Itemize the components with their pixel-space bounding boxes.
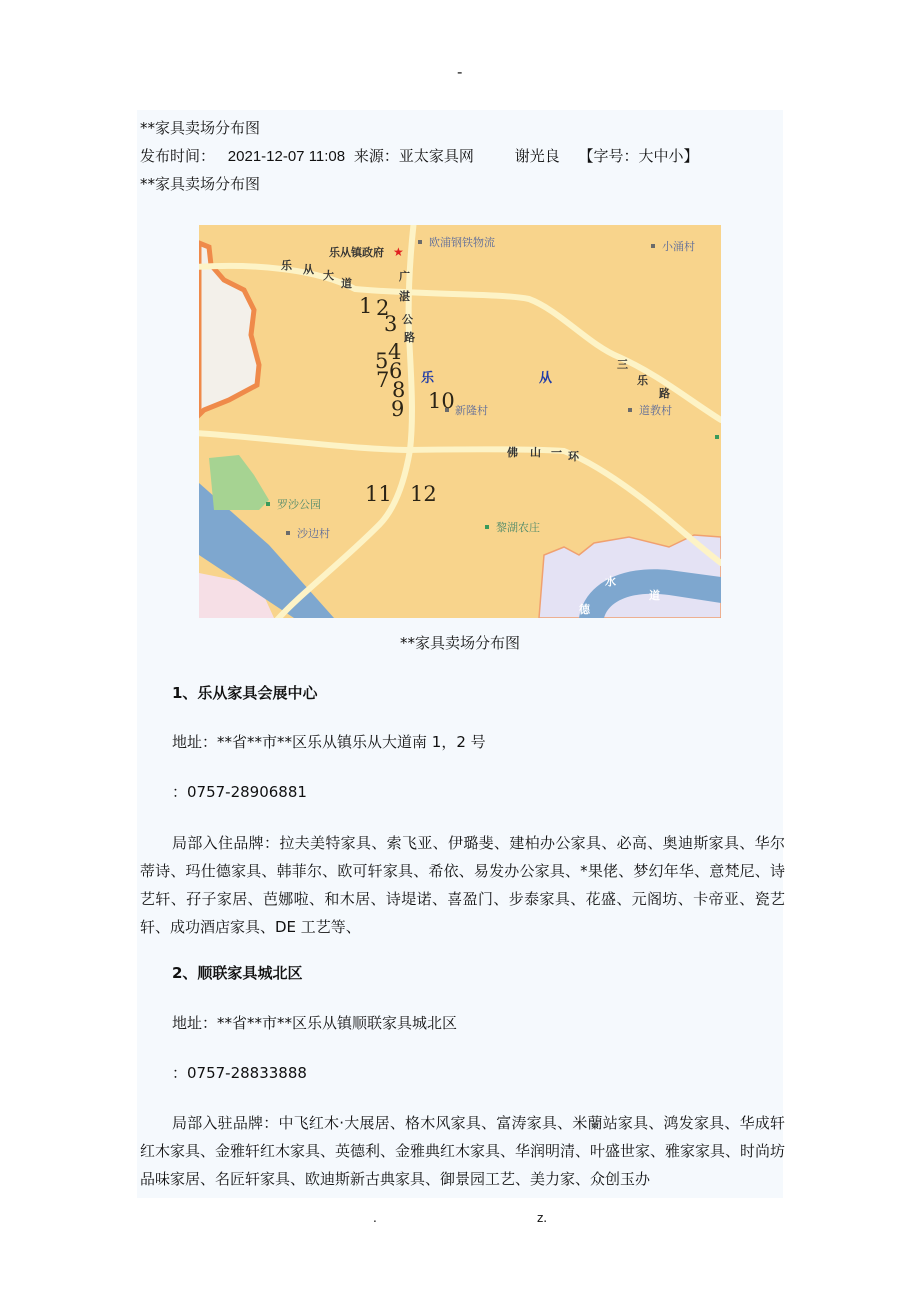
map-label-daojiao: 道教村 [639, 404, 672, 417]
section-heading: 1、乐从家具会展中心 [172, 684, 318, 702]
map-label-luosha-park: 罗沙公园 [277, 498, 321, 511]
map-caption: **家具卖场分布图 [399, 634, 520, 652]
author: 谢光良 [514, 147, 560, 165]
section-brands: 局部入住品牌：拉夫美特家具、索飞亚、伊璐斐、建柏办公家具、必高、奥迪斯家具、华尔蒂诗、玛仕德家具、韩菲尔、欧可轩家具、希依、易发办公家具、*果佬、梦幻年华、意梵尼、诗艺轩、孖子家居、芭娜啦、和木居、诗堤诺、喜盈门、步泰家具、花盛、元阁坊、卡帝亚、瓷艺轩、成功酒店家具、DE 工艺等、 [140, 834, 785, 936]
map-label-oupu: 欧浦钢铁物流 [429, 236, 495, 249]
page-header-mark: - [457, 63, 463, 81]
article-title: **家具卖场分布图 [140, 119, 261, 137]
map-label-sanle-road: 乐 [637, 374, 648, 387]
map-poi-dot [418, 240, 422, 244]
section-phone: ：0757-28906881 [172, 783, 307, 801]
furniture-market-map [199, 225, 721, 618]
map-label-guangzhan-road: 湛 [399, 290, 410, 303]
map-label-waterway: 道 [649, 589, 660, 602]
map-label-foshan-ring: 环 [568, 450, 579, 463]
map-label-guangzhan-road: 公 [402, 313, 413, 326]
map-poi-dot [485, 525, 489, 529]
map-label-town: 从 [539, 371, 553, 386]
map-marker-8: 8 [392, 378, 406, 402]
map-marker-2: 2 [376, 296, 390, 320]
section-address: 地址：**省**市**区乐从镇顺联家具城北区 [172, 1014, 458, 1032]
section-phone: ：0757-28833888 [172, 1064, 307, 1082]
star-icon: ★ [393, 245, 404, 259]
map-label-foshan-ring: 一 [551, 446, 562, 459]
font-size-control[interactable]: 【字号：大中小】 [578, 147, 699, 165]
map-label-waterway: 德 [579, 603, 590, 616]
map-label-lecong-road: 乐 [281, 259, 292, 272]
map-label-sanle-road: 路 [659, 387, 670, 400]
map-label-lihu: 黎湖农庄 [496, 521, 540, 534]
publish-label: 发布时间： [140, 147, 216, 165]
map-marker-5: 5 [375, 349, 389, 373]
map-label-town: 乐 [421, 371, 435, 386]
map-poi-dot [628, 408, 632, 412]
map-label-lecong-road: 从 [303, 263, 314, 276]
map-marker-6: 6 [389, 359, 403, 383]
map-label-foshan-ring: 佛 [507, 446, 518, 459]
article-subtitle: **家具卖场分布图 [140, 175, 261, 193]
map-marker-4: 4 [388, 340, 402, 364]
map-marker-7: 7 [376, 368, 390, 392]
article-meta [140, 146, 699, 167]
map-label-waterway: 水 [605, 575, 616, 588]
footer-right-mark: z. [537, 1211, 548, 1225]
map-label-xinlong: 新隆村 [455, 404, 488, 417]
map-label-shabian: 沙边村 [297, 527, 330, 540]
map-poi-dot [715, 435, 719, 439]
map-label-gov: 乐从镇政府 [329, 246, 384, 259]
map-marker-11: 11 [365, 482, 392, 506]
map-marker-1: 1 [359, 294, 373, 318]
map-label-xiaoyong: 小涌村 [662, 240, 695, 253]
footer-left-mark: . [373, 1211, 377, 1225]
map-label-lecong-road: 道 [341, 277, 352, 290]
map-marker-9: 9 [391, 397, 405, 421]
section-brands: 局部入驻品牌：中飞红木·大展居、格木风家具、富涛家具、米蘭站家具、鸿发家具、华成轩红木家具、金雅轩红木家具、英德利、金雅典红木家具、华润明清、叶盛世家、雅家家具、时尚坊品味家居、名匠轩家具、欧迪斯新古典家具、御景园工艺、美力家、众创玉办 [140, 1114, 785, 1188]
source: 来源：亚太家具网 [353, 147, 474, 165]
map-poi-dot [651, 244, 655, 248]
map-label-sanle-road: 三 [617, 358, 628, 371]
section-heading: 2、顺联家具城北区 [172, 964, 303, 982]
map-marker-10: 10 [428, 389, 455, 413]
map-label-guangzhan-road: 路 [404, 331, 415, 344]
map-marker-3: 3 [384, 312, 398, 336]
map-label-lecong-road: 大 [323, 269, 334, 282]
map-marker-12: 12 [410, 482, 437, 506]
publish-time: 2021-12-07 11:08 [227, 148, 346, 165]
map-label-guangzhan-road: 广 [399, 270, 410, 283]
map-poi-dot [266, 502, 270, 506]
map-poi-dot [286, 531, 290, 535]
section-address: 地址：**省**市**区乐从镇乐从大道南 1，2 号 [172, 733, 486, 751]
map-label-foshan-ring: 山 [530, 446, 541, 459]
